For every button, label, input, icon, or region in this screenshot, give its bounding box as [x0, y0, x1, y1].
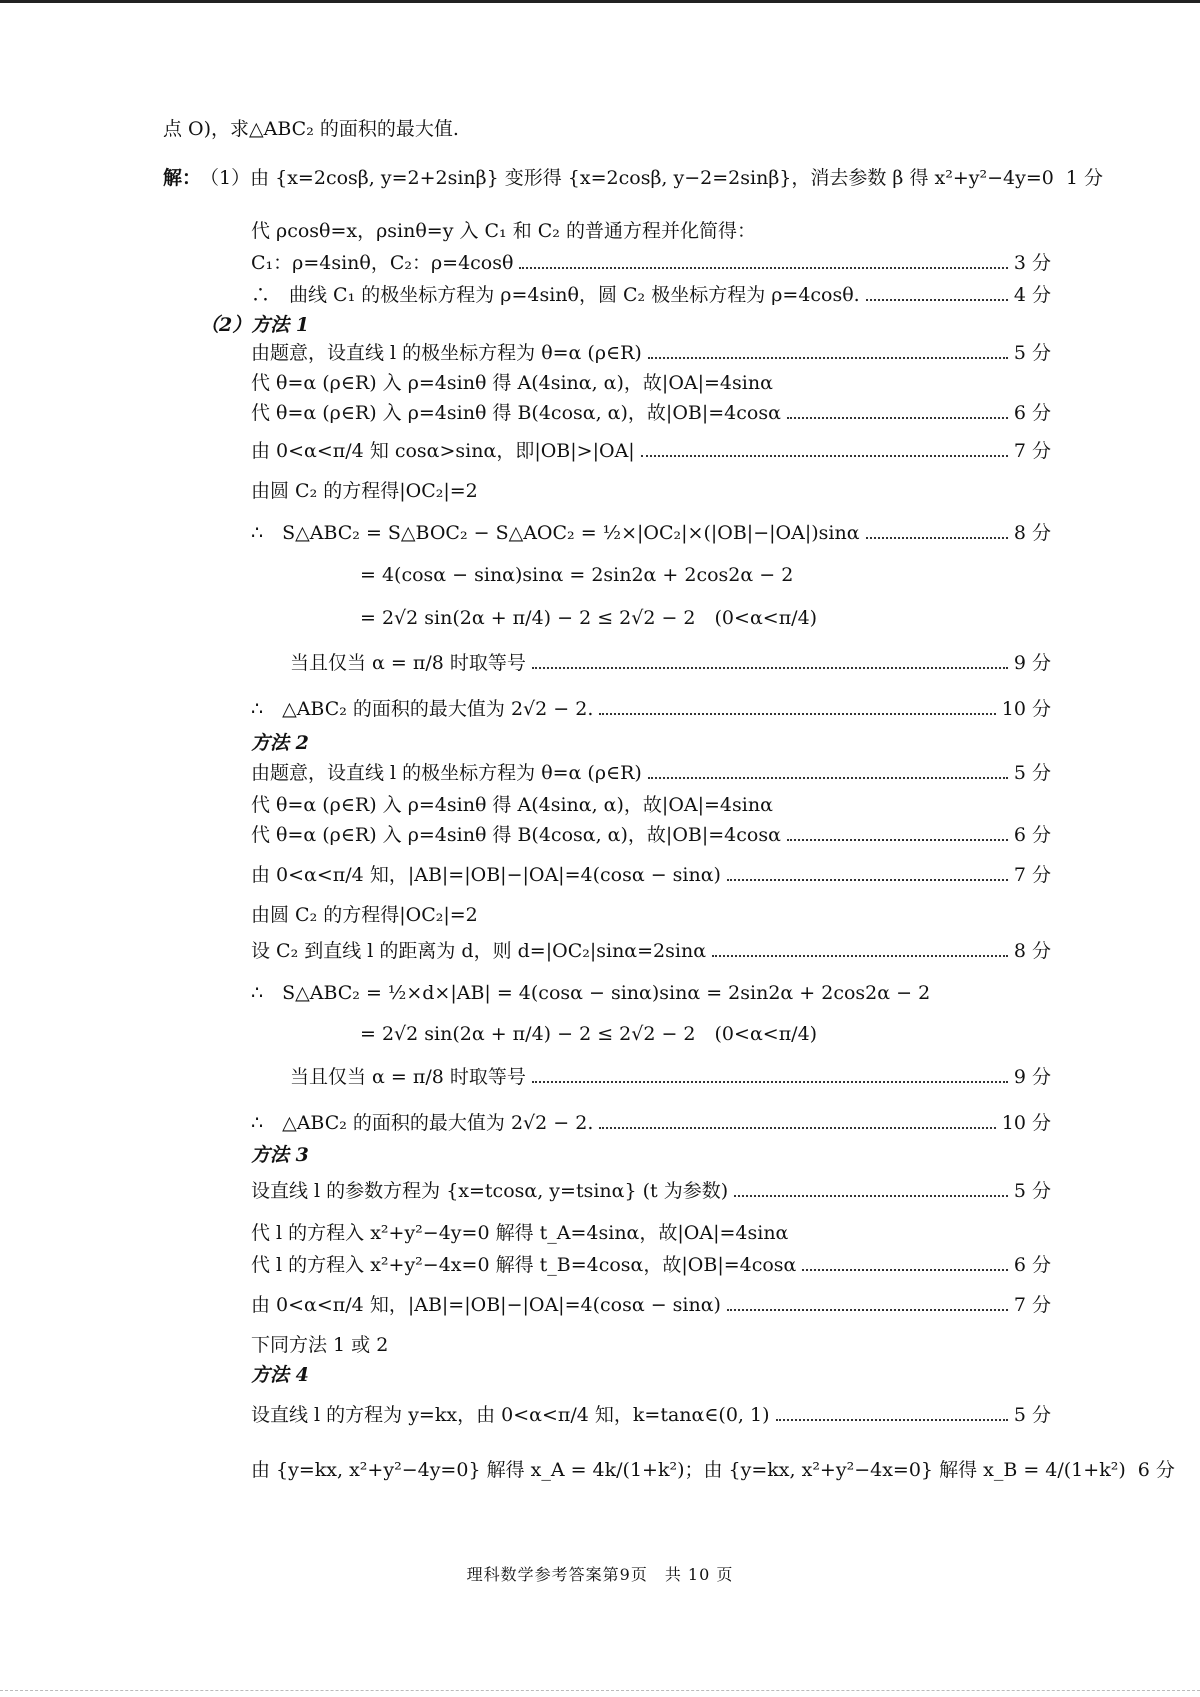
line-text: ∴ S△ABC₂ = ½×d×|AB| = 4(cosα − sinα)sinα = 2sin2α + 2cos2α − 2: [251, 982, 931, 1004]
dot-leader: [648, 777, 1008, 779]
dot-leader: [712, 955, 1008, 957]
score-label: 8 分: [1013, 940, 1051, 962]
score-label: 5 分: [1013, 762, 1051, 784]
score-label: 5 分: [1013, 1404, 1051, 1426]
line-text: 由圆 C₂ 的方程得|OC₂|=2: [251, 480, 478, 502]
score-label: 6 分: [1013, 1254, 1051, 1276]
line-text: 当且仅当 α = π/8 时取等号: [290, 652, 526, 674]
line-text: C₁：ρ=4sinθ，C₂：ρ=4cosθ: [251, 252, 514, 274]
solution-line: [251, 902, 1051, 928]
solution-line: [200, 165, 1103, 191]
intro-line: [163, 116, 459, 142]
line-text: 设直线 l 的方程为 y=kx，由 0<α<π/4 知，k=tanα∈(0, 1): [251, 1404, 770, 1426]
line-text: 由 {y=kx, x²+y²−4y=0} 解得 x_A = 4k/(1+k²)；由 {y=kx, x²+y²−4x=0} 解得 x_B = 4/(1+k²): [251, 1459, 1126, 1481]
dot-leader: [866, 299, 1008, 301]
dot-leader: [599, 1127, 995, 1129]
score-label: 3 分: [1013, 252, 1051, 274]
solution-line: [251, 980, 1051, 1006]
line-text: = 2√2 sin(2α + π/4) − 2 ≤ 2√2 − 2 (0<α<π/4): [360, 1023, 818, 1045]
score-label: 10 分: [1001, 698, 1051, 720]
score-label: 6 分: [1013, 824, 1051, 846]
score-label: 9 分: [1013, 1066, 1051, 1088]
score-label: 5 分: [1013, 342, 1051, 364]
solution-line: [251, 1457, 1175, 1483]
dot-leader: [727, 879, 1008, 881]
score-label: 7 分: [1013, 864, 1051, 886]
solution-line: [251, 1178, 1051, 1204]
score-label: 6 分: [1013, 402, 1051, 424]
dot-leader: [519, 267, 1007, 269]
line-text: 代 l 的方程入 x²+y²−4x=0 解得 t_B=4cosα，故|OB|=4cosα: [251, 1254, 797, 1276]
line-text: 方法 3: [251, 1144, 309, 1166]
line-text: 代 l 的方程入 x²+y²−4y=0 解得 t_A=4sinα，故|OA|=4sinα: [251, 1222, 789, 1244]
dot-leader: [787, 839, 1008, 841]
dot-leader: [787, 417, 1008, 419]
line-text: = 4(cosα − sinα)sinα = 2sin2α + 2cos2α − 2: [360, 564, 794, 586]
line-text: 设 C₂ 到直线 l 的距离为 d，则 d=|OC₂|sinα=2sinα: [251, 940, 707, 962]
line-text: 由题意，设直线 l 的极坐标方程为 θ=α (ρ∈R): [251, 342, 642, 364]
solution-line: [251, 400, 1051, 426]
solution-line: [251, 218, 1051, 244]
top-border: [0, 0, 1200, 3]
solution-line: [251, 1292, 1051, 1318]
solution-line: [251, 1332, 1051, 1358]
dot-leader: [648, 357, 1008, 359]
line-text: 方法 2: [251, 732, 309, 754]
line-text: 方法 4: [251, 1364, 309, 1386]
solution-line: [360, 605, 1051, 631]
score-label: 9 分: [1013, 652, 1051, 674]
solution-line: [251, 250, 1051, 276]
line-text: 代 θ=α (ρ∈R) 入 ρ=4sinθ 得 B(4cosα, α)，故|OB|=4cosα: [251, 402, 781, 424]
line-text: 代 ρcosθ=x，ρsinθ=y 入 C₁ 和 C₂ 的普通方程并化简得：: [251, 220, 756, 242]
page-footer: 理科数学参考答案第9页 共 10 页: [466, 1565, 734, 1584]
score-label: 6 分: [1137, 1459, 1175, 1481]
solution-line: [251, 1402, 1051, 1428]
solution-line: [200, 312, 1051, 338]
line-text: 下同方法 1 或 2: [251, 1334, 389, 1356]
solution-line: [251, 822, 1051, 848]
solution-line: [251, 730, 1051, 756]
dot-leader: [599, 713, 995, 715]
line-text: 由圆 C₂ 的方程得|OC₂|=2: [251, 904, 478, 926]
line-text: 代 θ=α (ρ∈R) 入 ρ=4sinθ 得 A(4sinα, α)，故|OA|=4sinα: [251, 372, 773, 394]
score-label: 5 分: [1013, 1180, 1051, 1202]
dot-leader: [727, 1309, 1008, 1311]
line-text: ∴ △ABC₂ 的面积的最大值为 2√2 − 2.: [251, 1112, 594, 1134]
solution-line: [251, 792, 1051, 818]
solution-line: [360, 1021, 1051, 1047]
solution-line: [251, 1142, 1051, 1168]
line-text: （2）方法 1: [200, 314, 310, 336]
solution-line: [251, 478, 1051, 504]
solution-line: [251, 760, 1051, 786]
line-text: 由题意，设直线 l 的极坐标方程为 θ=α (ρ∈R): [251, 762, 642, 784]
dot-leader: [734, 1195, 1008, 1197]
solution-line: [290, 650, 1051, 676]
line-text: ∴ S△ABC₂ = S△BOC₂ − S△AOC₂ = ½×|OC₂|×(|OB|−|OA|)sinα: [251, 522, 860, 544]
dot-leader: [532, 667, 1008, 669]
line-text: = 2√2 sin(2α + π/4) − 2 ≤ 2√2 − 2 (0<α<π/4): [360, 607, 818, 629]
solution-line: [251, 1362, 1051, 1388]
score-label: 7 分: [1013, 1294, 1051, 1316]
solution-line: [360, 562, 1051, 588]
solution-line: [251, 282, 1051, 308]
dot-leader: [866, 537, 1008, 539]
dot-leader: [641, 455, 1008, 457]
dot-leader: [532, 1081, 1008, 1083]
bottom-border: [0, 1690, 1200, 1692]
solution-line: [251, 1252, 1051, 1278]
solution-line: [251, 438, 1051, 464]
solution-line: [251, 370, 1051, 396]
dot-leader: [776, 1419, 1008, 1421]
line-text: 代 θ=α (ρ∈R) 入 ρ=4sinθ 得 A(4sinα, α)，故|OA|=4sinα: [251, 794, 773, 816]
solution-line: [251, 1220, 1051, 1246]
solution-line: [251, 696, 1051, 722]
score-label: 4 分: [1013, 284, 1051, 306]
solution-line: [251, 1110, 1051, 1136]
dot-leader: [802, 1269, 1007, 1271]
solution-line: [290, 1064, 1051, 1090]
solution-line: [251, 340, 1051, 366]
line-text: 由 0<α<π/4 知，|AB|=|OB|−|OA|=4(cosα − sinα): [251, 1294, 721, 1316]
solution-label: 解：: [163, 167, 202, 189]
line-text: 代 θ=α (ρ∈R) 入 ρ=4sinθ 得 B(4cosα, α)，故|OB|=4cosα: [251, 824, 781, 846]
line-text: 由 0<α<π/4 知 cosα>sinα，即|OB|>|OA|: [251, 440, 635, 462]
score-label: 7 分: [1013, 440, 1051, 462]
solution-line: [251, 520, 1051, 546]
score-label: 8 分: [1013, 522, 1051, 544]
line-text: （1）由 {x=2cosβ, y=2+2sinβ} 变形得 {x=2cosβ, y−2=2sinβ}，消去参数 β 得 x²+y²−4y=0: [200, 167, 1054, 189]
line-text: 设直线 l 的参数方程为 {x=tcosα, y=tsinα} (t 为参数): [251, 1180, 729, 1202]
solution-line: [251, 862, 1051, 888]
score-label: 10 分: [1001, 1112, 1051, 1134]
intro-text: 点 O)，求△ABC₂ 的面积的最大值.: [163, 118, 459, 140]
score-label: 1 分: [1065, 167, 1103, 189]
solution-line: [251, 938, 1051, 964]
line-text: ∴ 曲线 C₁ 的极坐标方程为 ρ=4sinθ，圆 C₂ 极坐标方程为 ρ=4cosθ.: [251, 284, 860, 306]
line-text: 由 0<α<π/4 知，|AB|=|OB|−|OA|=4(cosα − sinα): [251, 864, 721, 886]
line-text: 当且仅当 α = π/8 时取等号: [290, 1066, 526, 1088]
line-text: ∴ △ABC₂ 的面积的最大值为 2√2 − 2.: [251, 698, 594, 720]
